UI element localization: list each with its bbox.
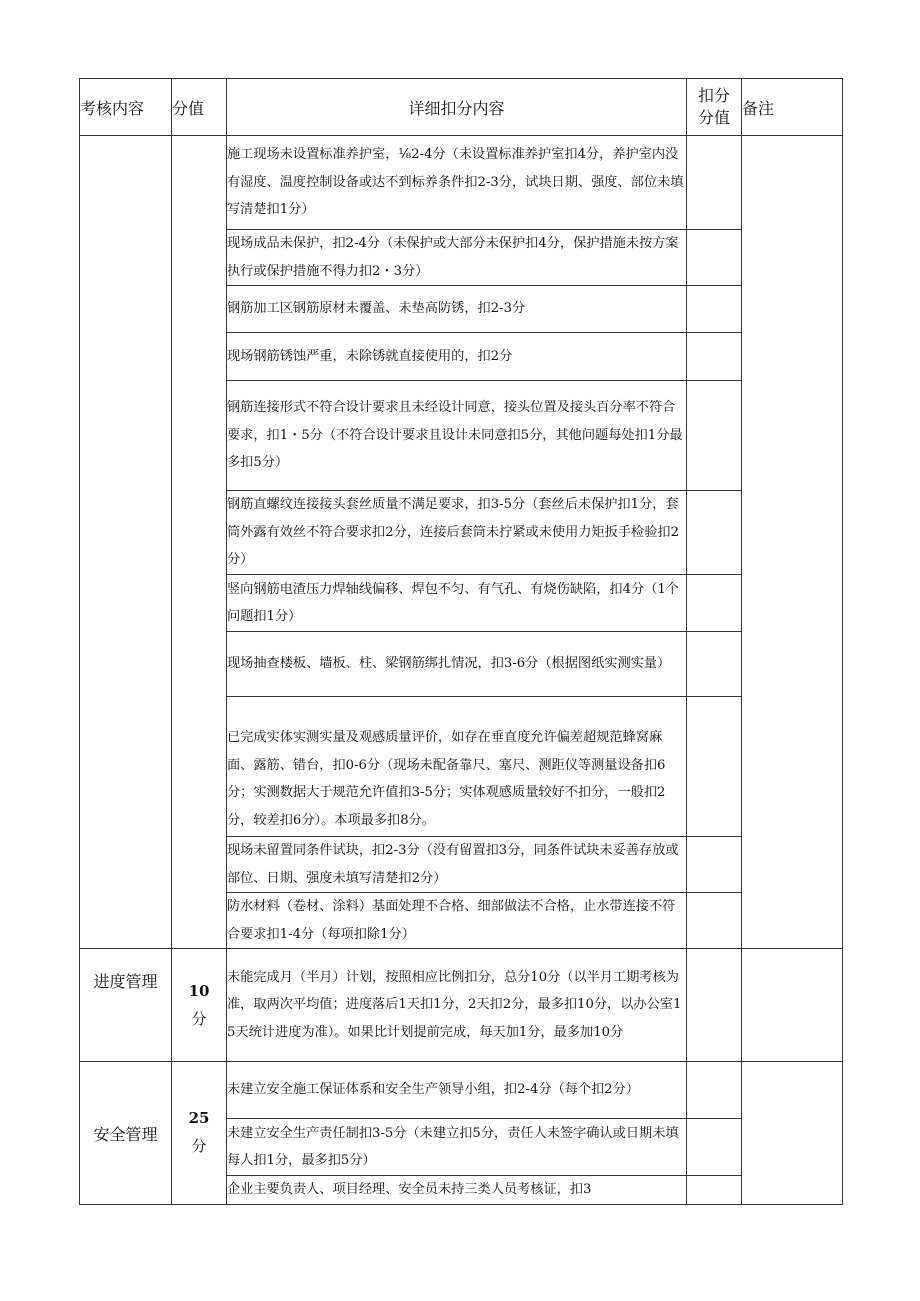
detail-cell: 现场钢筋锈蚀严重，未除锈就直接使用的，扣2分 — [227, 333, 687, 381]
detail-cell: 未建立安全生产责任制扣3-5分（未建立扣5分，责任人未签字确认或日期未填每人扣1分，最多扣5分） — [227, 1119, 687, 1176]
detail-cell: 钢筋连接形式不符合设计要求且未经设计同意，接头位置及接头百分率不符合要求，扣1・5分（不符合设计要求且设计未同意扣5分，其他问题每处扣1分最多扣5分） — [227, 381, 687, 491]
table-row — [80, 1062, 843, 1119]
detail-cell: 现场抽查楼板、墙板、柱、梁钢筋绑扎情况，扣3-6分（根据图纸实测实量） — [227, 632, 687, 697]
header-deduct-line2: 分值 — [697, 108, 730, 127]
deduct-cell[interactable] — [687, 491, 742, 575]
deduct-cell[interactable] — [687, 949, 742, 1062]
deduct-cell[interactable] — [687, 697, 742, 837]
detail-cell: 钢筋加工区钢筋原材未覆盖、未垫高防锈，扣2-3分 — [227, 286, 687, 333]
detail-cell: 现场成品未保护，扣2-4分（未保护或大部分未保护扣4分，保护措施未按方案执行或保护措施不得力扣2・3分） — [227, 230, 687, 286]
safety-category: 安全管理 — [80, 1062, 172, 1205]
table-row — [80, 136, 843, 230]
progress-score-unit: 分 — [191, 1010, 207, 1028]
detail-cell: 钢筋直螺纹连接接头套丝质量不满足要求，扣3-5分（套丝后未保护扣1分，套筒外露有效丝不符合要求扣2分，连接后套筒未拧紧或未使用力矩扳手检验扣2分） — [227, 491, 687, 575]
header-score: 分值 — [172, 79, 227, 136]
deduct-cell[interactable] — [687, 632, 742, 697]
quality-score-cell — [172, 136, 227, 949]
deduct-cell[interactable] — [687, 381, 742, 491]
detail-cell: 现场未留置同条件试块，扣2-3分（没有留置扣3分，同条件试块未妥善存放或部位、日期、强度未填写清楚扣2分） — [227, 837, 687, 893]
detail-cell: 未能完成月（半月）计划，按照相应比例扣分，总分10分（以半月工期考核为准，取两次平均值；进度落后1天扣1分，2天扣2分，最多扣10分，以办公室15天统计进度为准）。如果比计划提前完成，每天加1分，最多加10分 — [227, 949, 687, 1062]
deduct-cell[interactable] — [687, 286, 742, 333]
deduct-cell[interactable] — [687, 230, 742, 286]
deduct-cell[interactable] — [687, 333, 742, 381]
header-row — [80, 79, 843, 136]
progress-score — [172, 949, 227, 1062]
deduct-cell[interactable] — [687, 837, 742, 893]
safety-score-number: 25 — [188, 1109, 210, 1127]
detail-cell: 已完成实体实测实量及观感质量评价，如存在垂直度允许偏差超规范蜂窝麻面、露筋、错台，扣0-6分（现场未配备靠尺、塞尺、测距仪等测量设备扣6分；实测数据大于规范允许值扣3-5分；实体观感质量较好不扣分，一般扣2分，较差扣6分）。本项最多扣8分。 — [227, 697, 687, 837]
header-deduct-line1: 扣分 — [697, 86, 730, 105]
detail-cell: 竖向钢筋电渣压力焊轴线偏移、焊包不匀、有气孔、有烧伤缺陷，扣4分（1个问题扣1分） — [227, 575, 687, 632]
detail-cell: 未建立安全施工保证体系和安全生产领导小组，扣2-4分（每个扣2分） — [227, 1062, 687, 1119]
header-detail: 详细扣分内容 — [227, 79, 687, 136]
note-cell[interactable] — [742, 1062, 843, 1205]
deduct-cell[interactable] — [687, 575, 742, 632]
deduct-cell[interactable] — [687, 1119, 742, 1176]
header-deduct — [687, 79, 742, 136]
header-note: 备注 — [742, 79, 843, 136]
detail-cell: 防水材料（卷材、涂料）基面处理不合格、细部做法不合格，止水带连接不符合要求扣1-4分（每项扣除1分） — [227, 893, 687, 949]
deduct-cell[interactable] — [687, 1062, 742, 1119]
assessment-table — [79, 78, 843, 1205]
deduct-cell[interactable] — [687, 1176, 742, 1205]
header-content: 考核内容 — [80, 79, 172, 136]
note-cell[interactable] — [742, 949, 843, 1062]
safety-score-unit: 分 — [191, 1137, 207, 1155]
detail-cell: 施工现场未设置标准养护室，⅛2-4分（未设置标准养护室扣4分，养护室内没有湿度、温度控制设备或达不到标养条件扣2-3分，试块日期、强度、部位未填写清楚扣1分） — [227, 136, 687, 230]
quality-category-cell — [80, 136, 172, 949]
deduct-cell[interactable] — [687, 893, 742, 949]
note-cell[interactable] — [742, 136, 843, 949]
safety-score — [172, 1062, 227, 1205]
detail-cell: 企业主要负责人、项目经理、安全员未持三类人员考核证，扣3 — [227, 1176, 687, 1205]
deduct-cell[interactable] — [687, 136, 742, 230]
progress-score-number: 10 — [188, 982, 210, 1000]
progress-category: 进度管理 — [80, 949, 172, 1062]
table-row — [80, 949, 843, 1062]
